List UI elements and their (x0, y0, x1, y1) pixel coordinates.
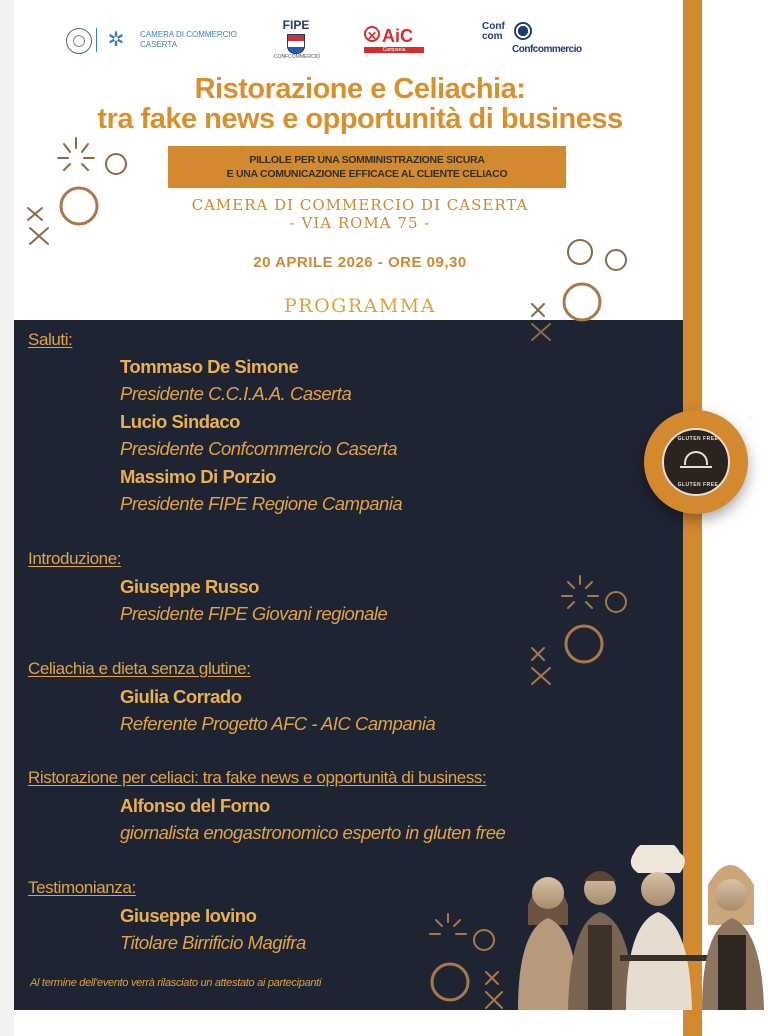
badge-top-text: GLUTEN FREE (677, 436, 719, 442)
camera-commercio-logo (140, 30, 237, 50)
cloche-icon (662, 428, 730, 496)
confcom-mark-line2: com (482, 31, 503, 42)
event-title-line2: tra fake news e opportunità di business (97, 103, 623, 135)
doodle-deco-icon (24, 136, 134, 252)
banner-line1: PILLOLE PER UNA SOMMINISTRAZIONE SICURA (249, 154, 485, 166)
speaker-name: Giuseppe Iovino (120, 905, 257, 926)
venue-line1: CAMERA DI COMMERCIO DI CASERTA (191, 196, 529, 214)
speaker-name: Tommaso De Simone (120, 356, 299, 377)
speaker-name: Lucio Sindaco (120, 411, 240, 432)
banner-line2: E UNA COMUNICAZIONE EFFICACE AL CLIENTE CELIACO (226, 168, 508, 180)
footer-note: Al termine dell'evento verrà rilasciato un attestato ai partecipanti (30, 977, 322, 989)
fipe-logo-sub: CONFCOMMERCIO (274, 54, 320, 60)
section-title: Ristorazione per celiaci: tra fake news e opportunità di business: (28, 768, 487, 787)
speaker-role: Presidente C.C.I.A.A. Caserta (120, 383, 352, 404)
speaker-name: Massimo Di Porzio (120, 466, 276, 487)
restaurant-staff-illustration (508, 845, 768, 1010)
subtitle-banner (168, 146, 566, 188)
aic-logo (364, 26, 424, 53)
fipe-logo-name: FIPE (282, 18, 310, 32)
section-title: Celiachia e dieta senza glutine: (28, 659, 251, 678)
speaker-role: Presidente FIPE Regione Campania (120, 493, 403, 514)
doodle-deco-icon (528, 572, 636, 692)
section-title: Saluti: (28, 330, 73, 349)
doodle-deco-icon (528, 230, 636, 348)
confcommercio-globe-icon (514, 22, 532, 40)
speaker-name: Giulia Corrado (120, 686, 242, 707)
speaker-role: Referente Progetto AFC - AIC Campania (120, 713, 436, 734)
confcom-mark-line1: Conf (482, 21, 505, 32)
speaker-role: Presidente FIPE Giovani regionale (120, 603, 388, 624)
doodle-deco-icon (420, 910, 520, 1016)
camera-commercio-logo-icon: ✲ (107, 29, 125, 51)
speaker-name: Alfonso del Forno (120, 795, 270, 816)
confcommercio-logo-name: Confcommercio (512, 44, 582, 55)
confcommercio-logo (482, 21, 592, 55)
event-date: 20 APRILE 2026 - ORE 09,30 (253, 254, 467, 271)
bottom-margin (14, 1010, 683, 1036)
fipe-shield-icon (287, 34, 305, 54)
camera-commercio-line2: CASERTA (140, 40, 178, 49)
event-title-line1: Ristorazione e Celiachia: (194, 73, 526, 105)
aic-cross-icon: ✕ (364, 26, 380, 42)
speaker-name: Giuseppe Russo (120, 576, 259, 597)
venue-line2: - VIA ROMA 75 - (289, 214, 431, 232)
section-title: Testimonianza: (28, 878, 136, 897)
speaker-role: Titolare Birrificio Magifra (120, 932, 306, 953)
programma-heading: PROGRAMMA (283, 295, 436, 317)
logo-divider (96, 28, 97, 52)
aic-logo-region: Campania (364, 47, 424, 53)
aic-logo-name: AiC (382, 26, 413, 46)
camera-commercio-line1: CAMERA DI COMMERCIO (140, 30, 237, 39)
fipe-logo (274, 18, 318, 60)
speaker-role: giornalista enogastronomico esperto in gluten free (120, 822, 506, 843)
seal-logo-icon (66, 28, 92, 54)
gluten-free-badge (644, 410, 748, 514)
section-title: Introduzione: (28, 549, 122, 568)
speaker-role: Presidente Confcommercio Caserta (120, 438, 398, 459)
badge-bottom-text: GLUTEN FREE (677, 482, 719, 488)
